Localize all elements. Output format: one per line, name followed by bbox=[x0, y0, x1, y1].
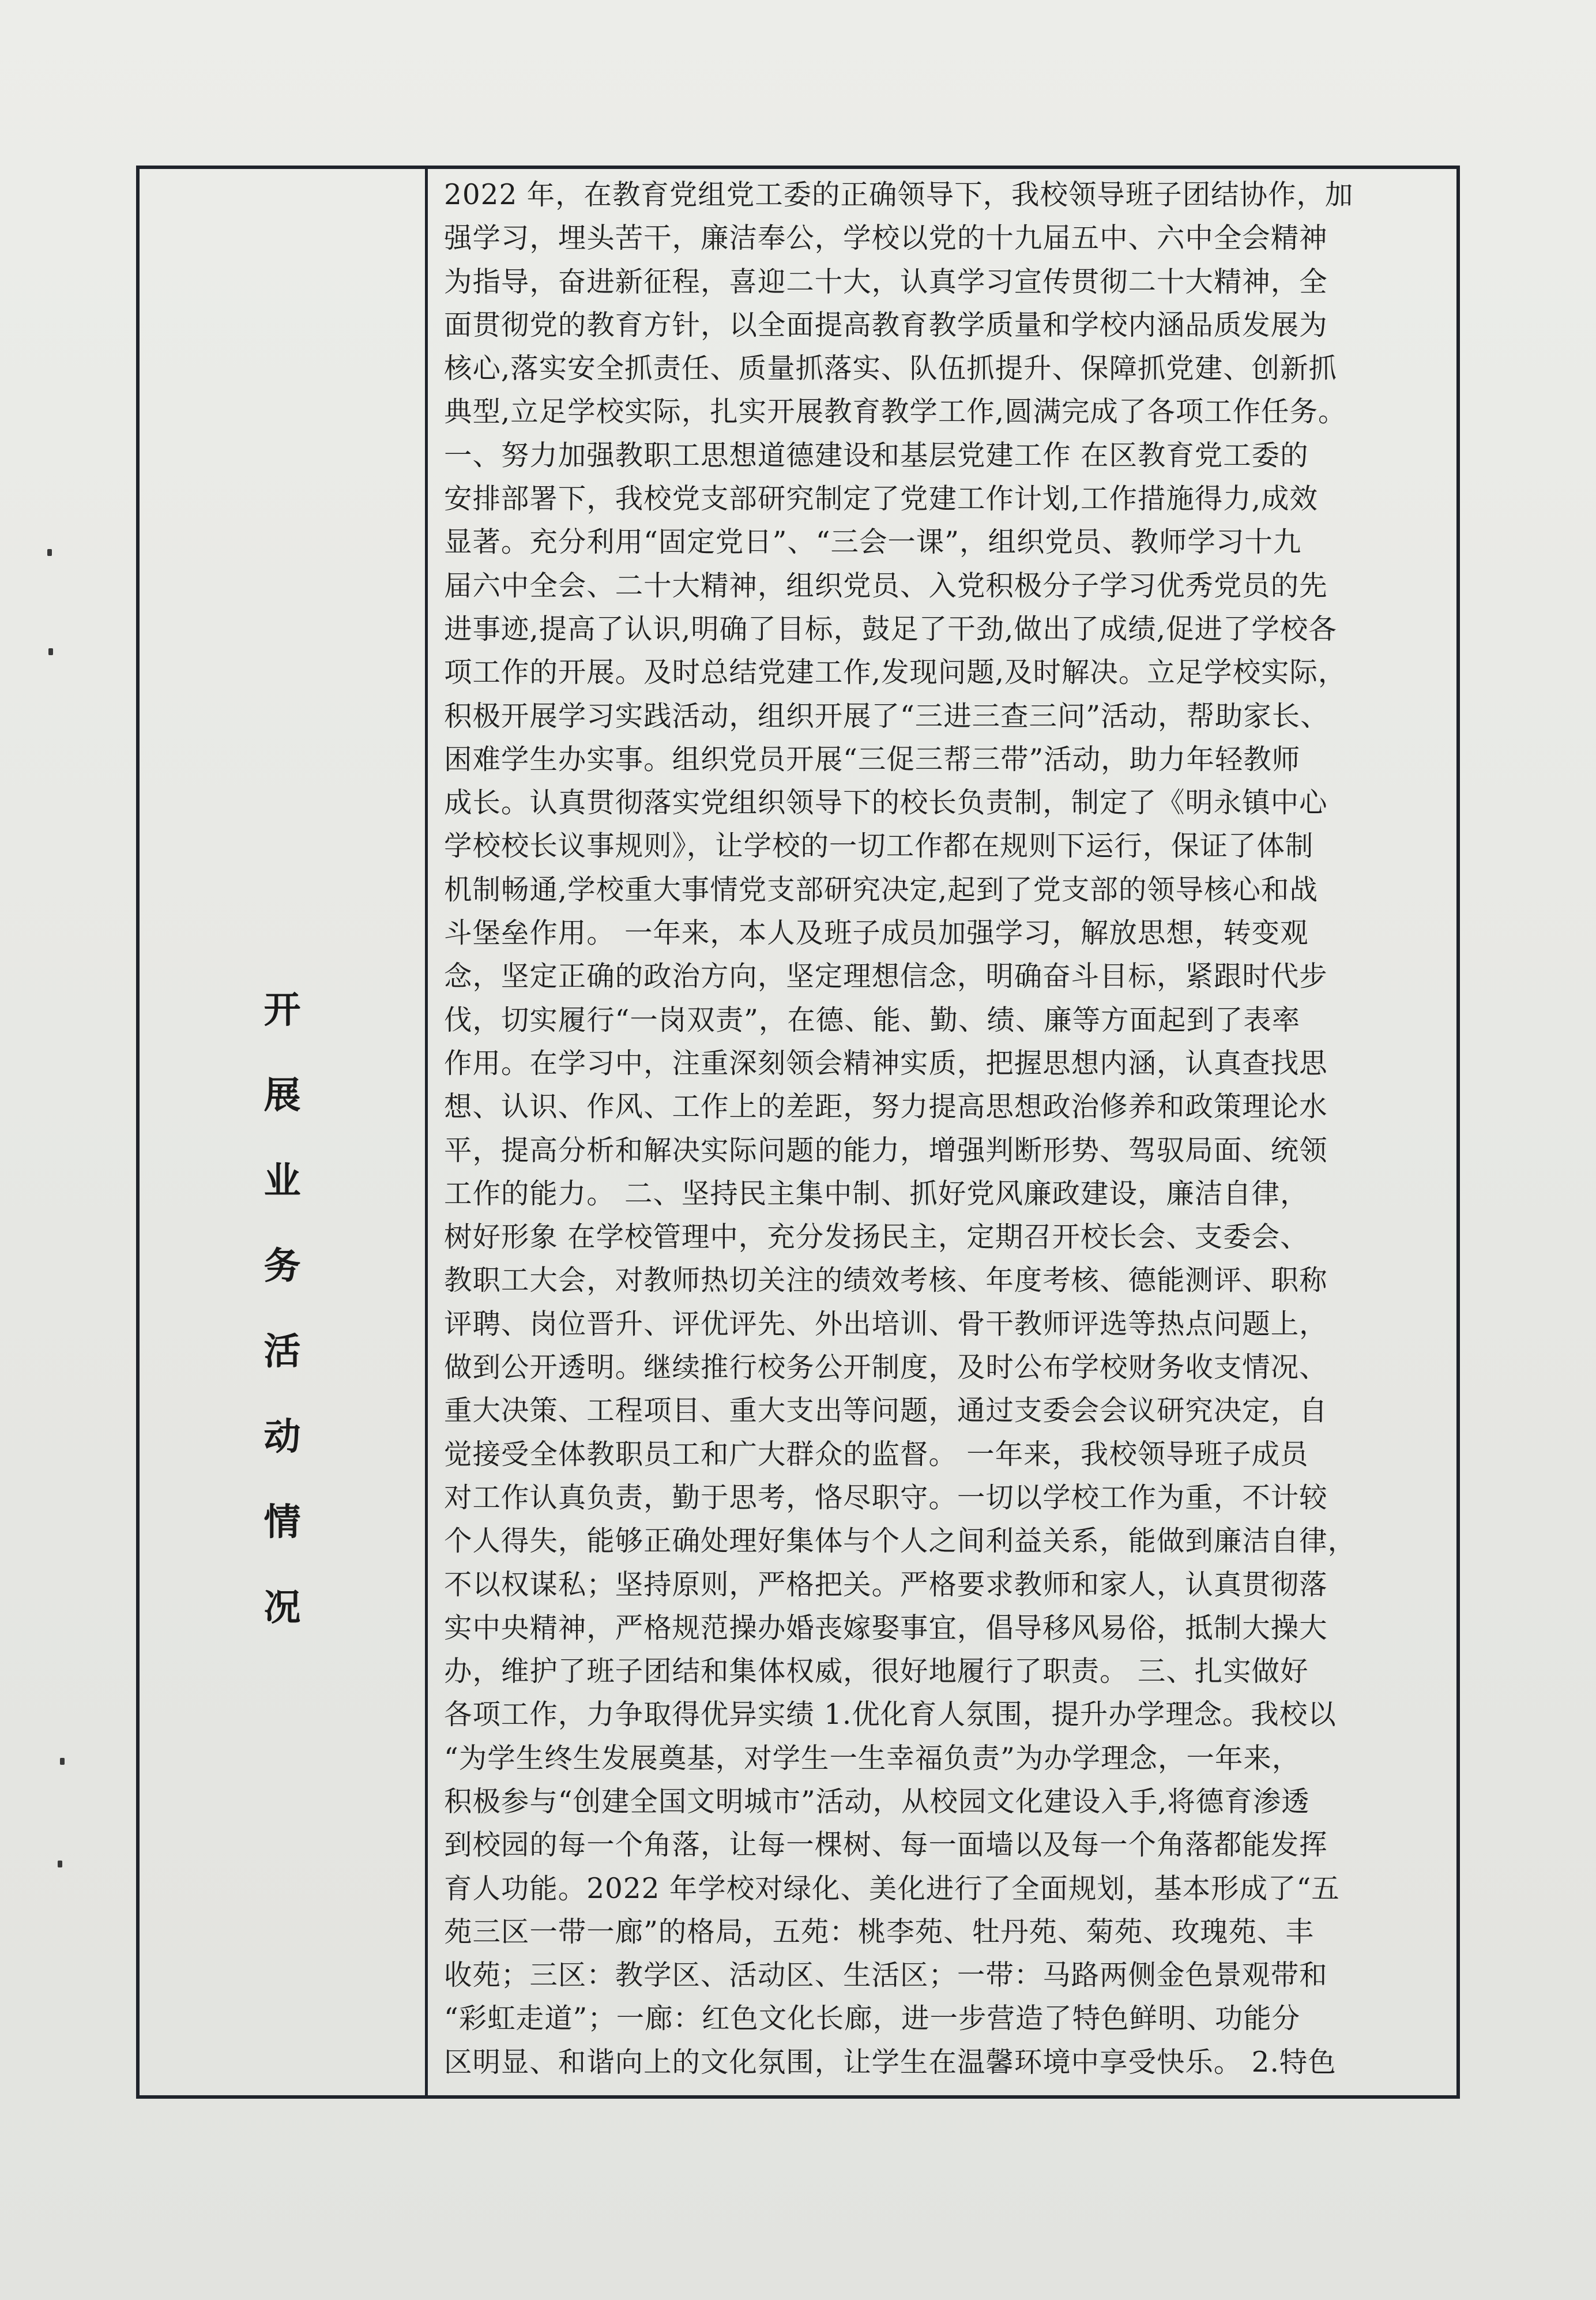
content-line: 收苑；三区：教学区、活动区、生活区；一带：马路两侧金色景观带和 bbox=[444, 1959, 1328, 1992]
section-label-char: 情 bbox=[264, 1501, 301, 1544]
content-line: 斗堡垒作用。 一年来，本人及班子成员加强学习，解放思想，转变观 bbox=[444, 917, 1309, 950]
content-line: 困难学生办实事。组织党员开展“三促三帮三带”活动，助力年轻教师 bbox=[444, 743, 1301, 776]
content-line: 做到公开透明。继续推行校务公开制度，及时公布学校财务收支情况、 bbox=[444, 1351, 1328, 1384]
content-line: 学校校长议事规则》，让学校的一切工作都在规则下运行，保证了体制 bbox=[444, 830, 1314, 863]
content-line: 评聘、岗位晋升、评优评先、外出培训、骨干教师评选等热点问题上， bbox=[444, 1307, 1328, 1340]
content-cell bbox=[444, 174, 1580, 2084]
content-line: 伐，切实履行“一岗双责”，在德、能、勤、绩、廉等方面起到了表率 bbox=[444, 1004, 1301, 1036]
content-line: 个人得失，能够正确处理好集体与个人之间利益关系，能做到廉洁自律， bbox=[444, 1525, 1357, 1558]
content-line: 核心,落实安全抓责任、质量抓落实、队伍抓提升、保障抓党建、创新抓 bbox=[444, 352, 1337, 385]
content-line: 积极开展学习实践活动，组织开展了“三进三查三问”活动，帮助家长、 bbox=[444, 700, 1329, 732]
section-label-char: 开 bbox=[264, 989, 301, 1032]
section-label-char: 务 bbox=[264, 1245, 301, 1288]
content-line: 项工作的开展。及时总结党建工作,发现问题,及时解决。立足学校实际， bbox=[444, 656, 1347, 689]
content-line: “为学生终生发展奠基，对学生一生幸福负责”为办学理念，一年来， bbox=[444, 1742, 1301, 1775]
content-line: 为指导，奋进新征程，喜迎二十大，认真学习宣传贯彻二十大精神，全 bbox=[444, 265, 1328, 298]
section-label-char: 活 bbox=[264, 1331, 301, 1373]
content-line: 平，提高分析和解决实际问题的能力，增强判断形势、驾驭局面、统领 bbox=[444, 1134, 1328, 1167]
content-line: 想、认识、作风、工作上的差距，努力提高思想政治修养和政策理论水 bbox=[444, 1091, 1328, 1123]
section-label bbox=[140, 968, 425, 1651]
content-line: 树好形象 在学校管理中，充分发扬民主，定期召开校长会、支委会、 bbox=[444, 1221, 1309, 1254]
content-line: 觉接受全体教职员工和广大群众的监督。 一年来，我校领导班子成员 bbox=[444, 1438, 1309, 1471]
content-line: 积极参与“创建全国文明城市”活动，从校园文化建设入手,将德育渗透 bbox=[444, 1785, 1310, 1818]
content-line: 对工作认真负责，勤于思考，恪尽职守。一切以学校工作为重，不计较 bbox=[444, 1481, 1328, 1514]
content-line: 育人功能。2022 年学校对绿化、美化进行了全面规划，基本形成了“五 bbox=[444, 1872, 1340, 1905]
content-line: 办，维护了班子团结和集体权威，很好地履行了职责。 三、扎实做好 bbox=[444, 1655, 1309, 1688]
content-line: 一、努力加强教职工思想道德建设和基层党建工作 在区教育党工委的 bbox=[444, 439, 1309, 472]
content-line: 重大决策、工程项目、重大支出等问题，通过支委会会议研究决定，自 bbox=[444, 1395, 1328, 1427]
content-line: 显著。充分利用“固定党日”、“三会一课”，组织党员、教师学习十九 bbox=[444, 526, 1302, 559]
content-line: “彩虹走道”；一廊：红色文化长廊，进一步营造了特色鲜明、功能分 bbox=[444, 2002, 1301, 2035]
content-line: 面贯彻党的教育方针，以全面提高教育教学质量和学校内涵品质发展为 bbox=[444, 309, 1328, 341]
content-line: 机制畅通,学校重大事情党支部研究决定,起到了党支部的领导核心和战 bbox=[444, 873, 1318, 906]
content-line: 念，坚定正确的政治方向，坚定理想信念，明确奋斗目标，紧跟时代步 bbox=[444, 960, 1328, 993]
content-line: 成长。认真贯彻落实党组织领导下的校长负责制，制定了《明永镇中心 bbox=[444, 787, 1328, 820]
section-label-cell bbox=[140, 169, 428, 2095]
content-line: 不以权谋私；坚持原则，严格把关。严格要求教师和家人，认真贯彻落 bbox=[444, 1568, 1328, 1601]
content-line: 到校园的每一个角落，让每一棵树、每一面墙以及每一个角落都能发挥 bbox=[444, 1829, 1328, 1862]
section-label-char: 业 bbox=[264, 1160, 301, 1202]
section-label-char: 展 bbox=[264, 1074, 301, 1117]
section-label-char: 动 bbox=[264, 1416, 301, 1459]
form-table bbox=[136, 166, 1460, 2099]
scan-speck bbox=[60, 1758, 65, 1765]
section-label-char: 况 bbox=[264, 1587, 301, 1629]
content-line: 苑三区一带一廊”的格局，五苑：桃李苑、牡丹苑、菊苑、玫瑰苑、丰 bbox=[444, 1915, 1314, 1948]
content-line: 区明显、和谐向上的文化氛围，让学生在温馨环境中享受快乐。 2.特色 bbox=[444, 2046, 1337, 2079]
content-line: 典型,立足学校实际，扎实开展教育教学工作,圆满完成了各项工作任务。 bbox=[444, 396, 1347, 429]
content-line: 2022 年，在教育党组党工委的正确领导下，我校领导班子团结协作，加 bbox=[444, 179, 1354, 211]
content-line: 安排部署下，我校党支部研究制定了党建工作计划,工作措施得力,成效 bbox=[444, 483, 1318, 516]
content-line: 作用。在学习中，注重深刻领会精神实质，把握思想内涵，认真查找思 bbox=[444, 1047, 1328, 1080]
content-line: 进事迹,提高了认识,明确了目标，鼓足了干劲,做出了成绩,促进了学校各 bbox=[444, 612, 1337, 645]
content-line: 教职工大会，对教师热切关注的绩效考核、年度考核、德能测评、职称 bbox=[444, 1264, 1328, 1297]
content-line: 各项工作，力争取得优异实绩 1.优化育人氛围，提升办学理念。我校以 bbox=[444, 1698, 1337, 1731]
scan-speck bbox=[47, 549, 52, 556]
content-line: 强学习，埋头苦干，廉洁奉公，学校以党的十九届五中、六中全会精神 bbox=[444, 222, 1328, 255]
content-line: 工作的能力。 二、坚持民主集中制、抓好党风廉政建设，廉洁自律， bbox=[444, 1177, 1309, 1210]
content-line: 实中央精神，严格规范操办婚丧嫁娶事宜，倡导移风易俗，抵制大操大 bbox=[444, 1611, 1328, 1644]
content-line: 届六中全会、二十大精神，组织党员、入党积极分子学习优秀党员的先 bbox=[444, 569, 1328, 602]
scan-speck bbox=[58, 1861, 62, 1867]
scan-speck bbox=[48, 648, 53, 655]
